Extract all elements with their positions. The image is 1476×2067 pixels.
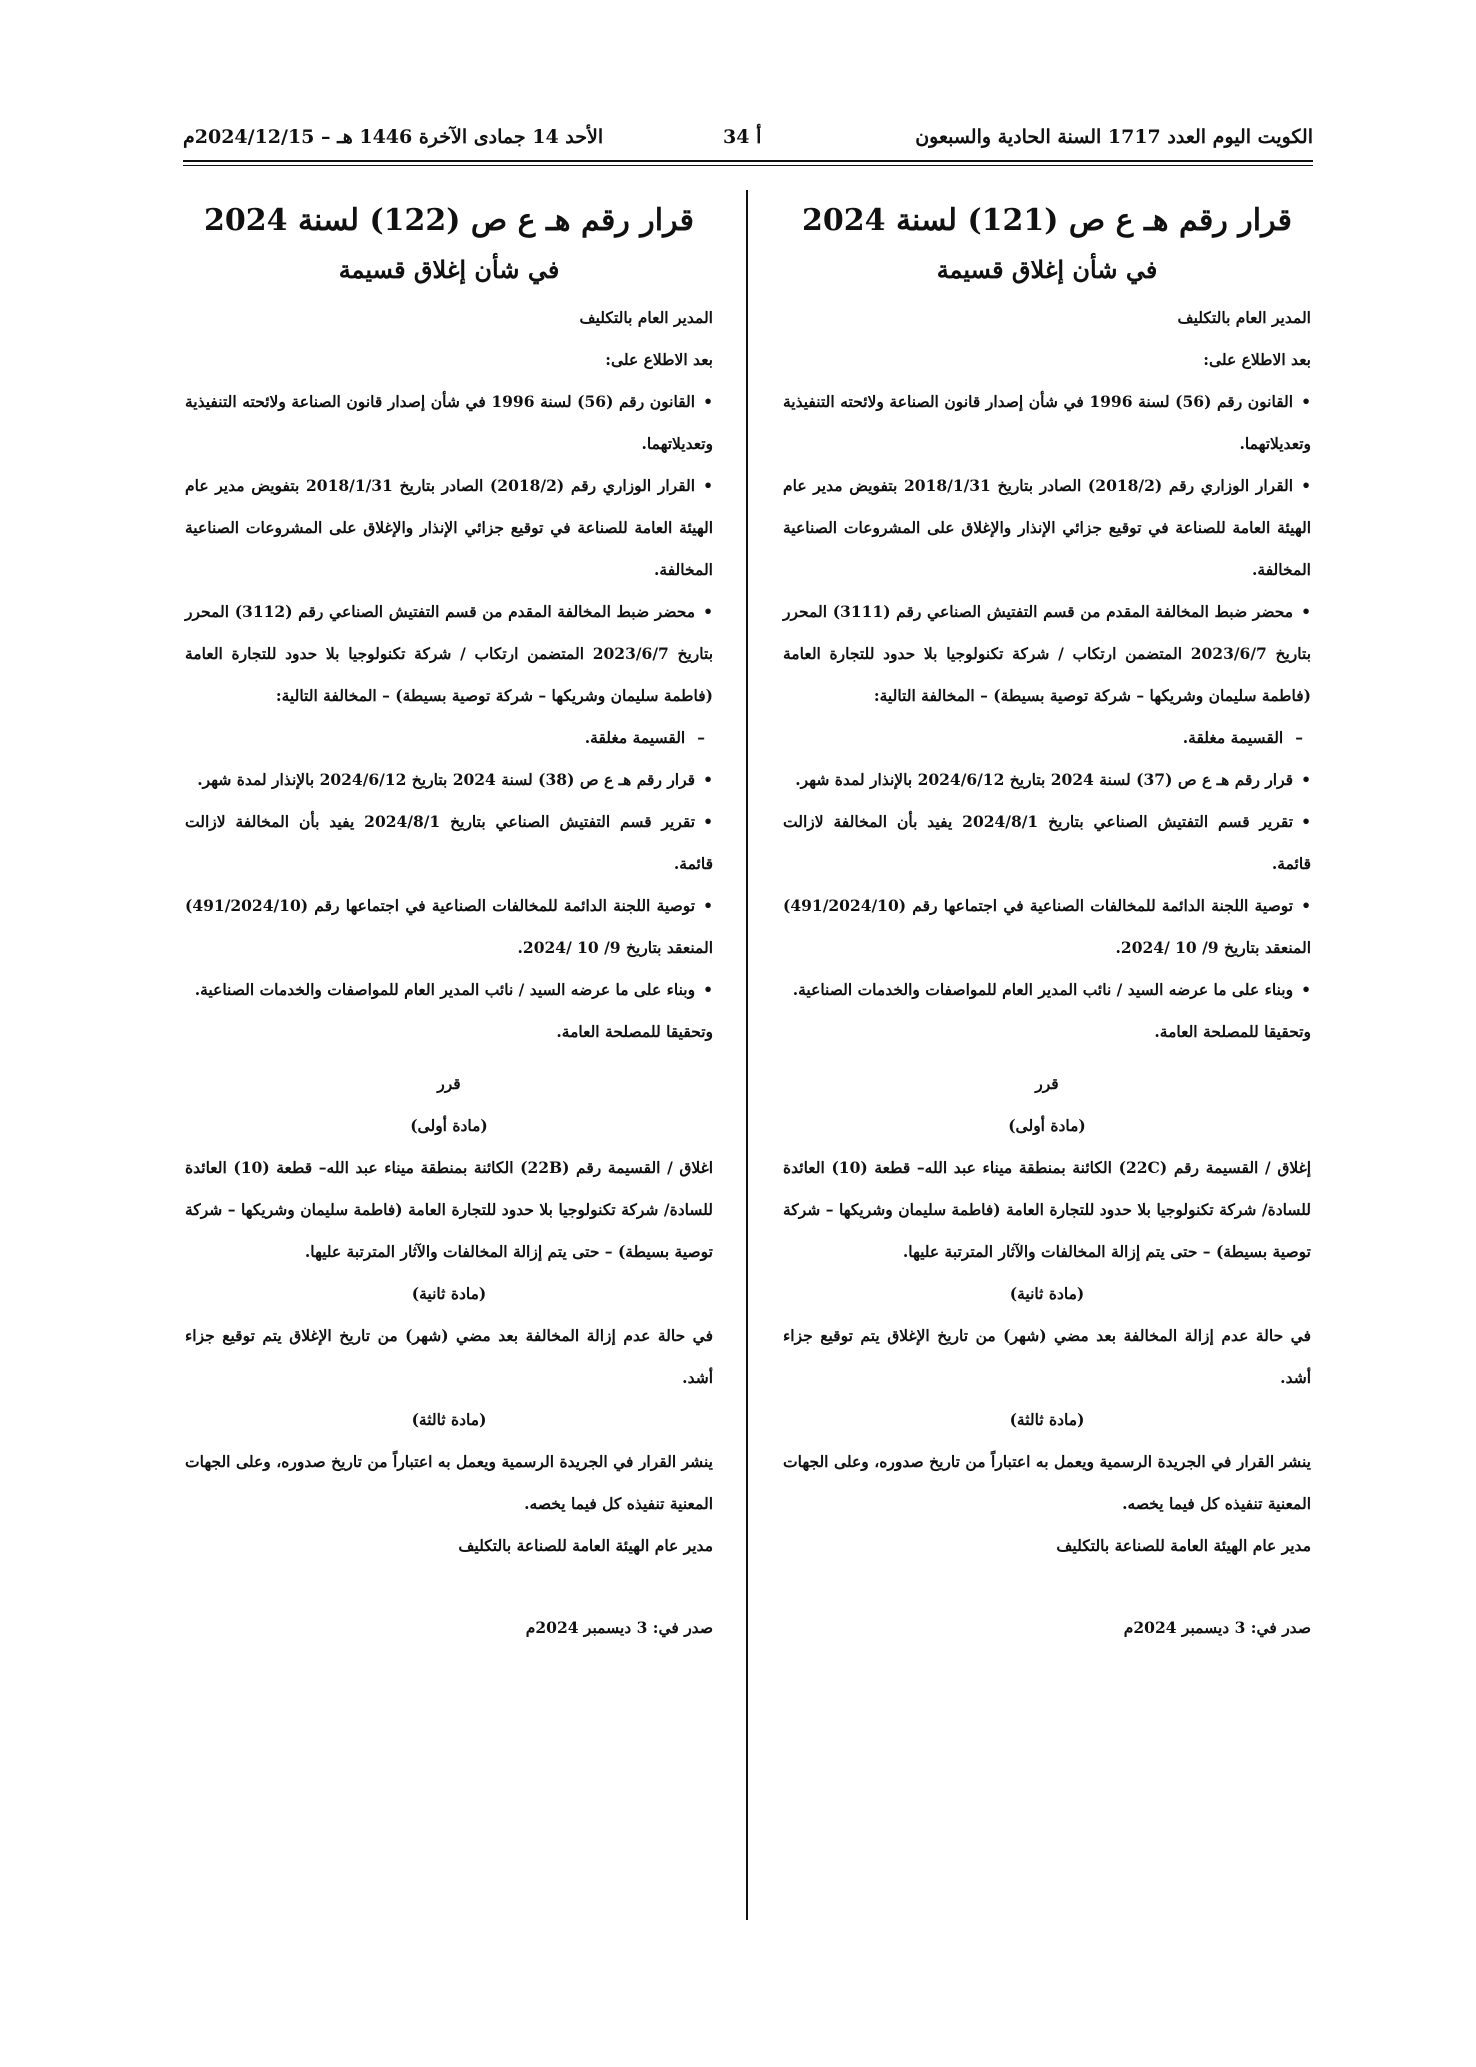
decided-label: قرر <box>1035 1074 1059 1093</box>
article3-label: (مادة ثالثة) <box>411 1410 487 1429</box>
header-date: الأحد 14 جمادى الآخرة 1446 هـ – 2024/12/15م <box>183 126 604 148</box>
article2-label: (مادة ثانية) <box>1009 1284 1085 1303</box>
director-label: المدير العام بالتكليف <box>1177 308 1311 327</box>
list-item: • محضر ضبط المخالفة المقدم من قسم التفتيش الصناعي رقم (3111) المحرر بتاريخ 2023/6/7 المتضمن ارتكاب / شركة تكنولوجيا بلا حدود للتجارة العامة (فاطمة سليمان وشريكها – شركة توصية بسيطة) – المخالفة التالية: <box>783 591 1311 717</box>
signature: مدير عام الهيئة العامة للصناعة بالتكليف <box>458 1536 713 1555</box>
list-item: • محضر ضبط المخالفة المقدم من قسم التفتيش الصناعي رقم (3112) المحرر بتاريخ 2023/6/7 المتضمن ارتكاب / شركة تكنولوجيا بلا حدود للتجارة العامة (فاطمة سليمان وشريكها – شركة توصية بسيطة) – المخالفة التالية: <box>185 591 713 717</box>
article1-text: إغلاق / القسيمة رقم (22C) الكائنة بمنطقة ميناء عبد الله– قطعة (10) العائدة للسادة/ شركة تكنولوجيا بلا حدود للتجارة العامة (فاطمة سليمان وشريكها – شركة توصية بسيطة) – حتى يتم إزالة المخالفات والآثار المترتبة عليها. <box>783 1158 1312 1261</box>
column-divider <box>746 190 748 1920</box>
decision-122-column <box>185 195 713 1649</box>
article3-label: (مادة ثالثة) <box>1009 1410 1085 1429</box>
list-item: • قرار رقم هـ ع ص (38) لسنة 2024 بتاريخ 2024/6/12 بالإنذار لمدة شهر. <box>185 759 713 801</box>
decision-subtitle: في شأن إغلاق قسيمة <box>936 255 1158 284</box>
issued-date: صدر في: 3 ديسمبر 2024م <box>525 1618 713 1637</box>
public-interest: وتحقيقا للمصلحة العامة. <box>1154 1022 1311 1041</box>
list-item: • تقرير قسم التفتيش الصناعي بتاريخ 2024/8/1 يفيد بأن المخالفة لازالت قائمة. <box>185 801 713 885</box>
decision-title: قرار رقم هـ ع ص (122) لسنة 2024 <box>204 203 694 238</box>
article1-label: (مادة أولى) <box>1008 1116 1086 1135</box>
article2-label: (مادة ثانية) <box>411 1284 487 1303</box>
list-item: • توصية اللجنة الدائمة للمخالفات الصناعية في اجتماعها رقم (491/2024/10) المنعقد بتاريخ 9/ 10 /2024. <box>185 885 713 969</box>
header-gazette-issue: الكويت اليوم العدد 1717 السنة الحادية والسبعون <box>915 126 1313 148</box>
director-label: المدير العام بالتكليف <box>579 308 713 327</box>
list-item: • القرار الوزاري رقم (2018/2) الصادر بتاريخ 2018/1/31 بتفويض مدير عام الهيئة العامة للصناعة في توقيع جزائي الإنذار والإغلاق على المشروعات الصناعية المخالفة. <box>783 465 1311 591</box>
list-item: • وبناء على ما عرضه السيد / نائب المدير العام للمواصفات والخدمات الصناعية. <box>185 969 713 1011</box>
list-item: • قرار رقم هـ ع ص (37) لسنة 2024 بتاريخ 2024/6/12 بالإنذار لمدة شهر. <box>783 759 1311 801</box>
list-item: • القانون رقم (56) لسنة 1996 في شأن إصدار قانون الصناعة ولائحته التنفيذية وتعديلاتهما. <box>185 381 713 465</box>
violation-item: – القسيمة مغلقة. <box>783 717 1311 759</box>
list-item: • توصية اللجنة الدائمة للمخالفات الصناعية في اجتماعها رقم (491/2024/10) المنعقد بتاريخ 9/ 10 /2024. <box>783 885 1311 969</box>
article3-text: ينشر القرار في الجريدة الرسمية ويعمل به اعتباراً من تاريخ صدوره، وعلى الجهات المعنية تنفيذه كل فيما يخصه. <box>783 1452 1311 1513</box>
decided-label: قرر <box>437 1074 461 1093</box>
after-review-label: بعد الاطلاع على: <box>1203 350 1311 369</box>
list-item: • القانون رقم (56) لسنة 1996 في شأن إصدار قانون الصناعة ولائحته التنفيذية وتعديلاتهما. <box>783 381 1311 465</box>
article2-text: في حالة عدم إزالة المخالفة بعد مضي (شهر) من تاريخ الإغلاق يتم توقيع جزاء أشد. <box>783 1326 1311 1387</box>
signature: مدير عام الهيئة العامة للصناعة بالتكليف <box>1056 1536 1311 1555</box>
header-page-number: أ 34 <box>723 126 762 148</box>
decision-title: قرار رقم هـ ع ص (121) لسنة 2024 <box>802 203 1292 238</box>
header-rule <box>183 160 1313 166</box>
decision-121-column <box>783 195 1311 1649</box>
list-item: • تقرير قسم التفتيش الصناعي بتاريخ 2024/8/1 يفيد بأن المخالفة لازالت قائمة. <box>783 801 1311 885</box>
page-header <box>183 118 1313 156</box>
list-item: • وبناء على ما عرضه السيد / نائب المدير العام للمواصفات والخدمات الصناعية. <box>783 969 1311 1011</box>
article1-label: (مادة أولى) <box>410 1116 488 1135</box>
list-item: • القرار الوزاري رقم (2018/2) الصادر بتاريخ 2018/1/31 بتفويض مدير عام الهيئة العامة للصناعة في توقيع جزائي الإنذار والإغلاق على المشروعات الصناعية المخالفة. <box>185 465 713 591</box>
after-review-label: بعد الاطلاع على: <box>605 350 713 369</box>
public-interest: وتحقيقا للمصلحة العامة. <box>556 1022 713 1041</box>
decision-subtitle: في شأن إغلاق قسيمة <box>338 255 560 284</box>
issued-date: صدر في: 3 ديسمبر 2024م <box>1123 1618 1311 1637</box>
article2-text: في حالة عدم إزالة المخالفة بعد مضي (شهر) من تاريخ الإغلاق يتم توقيع جزاء أشد. <box>185 1326 713 1387</box>
article1-text: اغلاق / القسيمة رقم (22B) الكائنة بمنطقة ميناء عبد الله– قطعة (10) العائدة للسادة/ شركة تكنولوجيا بلا حدود للتجارة العامة (فاطمة سليمان وشريكها – شركة توصية بسيطة) – حتى يتم إزالة المخالفات والآثار المترتبة عليها. <box>185 1158 714 1261</box>
violation-item: – القسيمة مغلقة. <box>185 717 713 759</box>
article3-text: ينشر القرار في الجريدة الرسمية ويعمل به اعتباراً من تاريخ صدوره، وعلى الجهات المعنية تنفيذه كل فيما يخصه. <box>185 1452 713 1513</box>
